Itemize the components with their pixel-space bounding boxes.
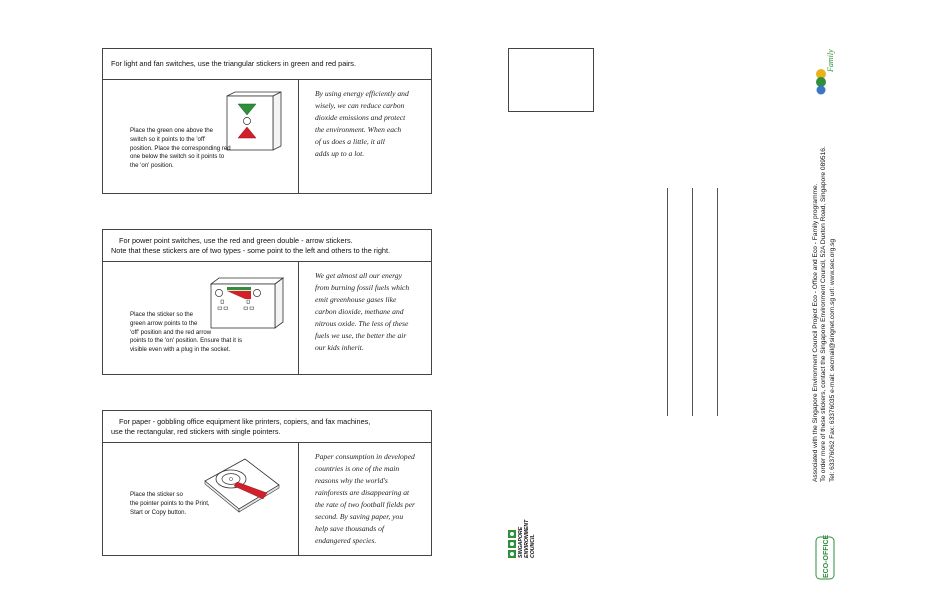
- eco-family-logo: [812, 44, 836, 104]
- socket-switch-left: [215, 289, 222, 296]
- panel-divider: [298, 80, 299, 193]
- address-line-2: [692, 188, 693, 416]
- eco-office-logo: [814, 535, 836, 581]
- instruction-text: Place the sticker so the green arrow points to the 'off' position and the red arrow points to the 'on' position. Ensure that it is visible even with a plug in the socket.: [130, 311, 243, 354]
- sec-logo-line: SINGAPORE: [518, 526, 524, 558]
- panel-divider: [298, 443, 299, 555]
- header-line: use the rectangular, red stickers with single pointers.: [111, 426, 281, 436]
- panel-office-equipment: [102, 410, 432, 556]
- instruction-text: Place the sticker so the pointer points to the Print, Start or Copy button.: [130, 491, 210, 516]
- sec-logo-line: COUNCIL: [530, 534, 536, 558]
- quote-text: We get almost all our energy from burning fossil fuels which emit greenhouse gases like carbon dioxide, methane and nitrous oxide. The less of these fuels we use, the better the air our kids inherit.: [315, 271, 410, 352]
- quote-text: Paper consumption in developed countries is one of the main reasons why the world's rainforests are disappearing at the rate of two football fields per second. By saving paper, you help save thousands of endangered species.: [315, 452, 415, 545]
- panel-power-point-switches: [102, 229, 432, 375]
- eco-family-text: Family: [826, 49, 835, 72]
- green-arrow-sticker: [227, 287, 251, 290]
- header-line: For paper - gobbling office equipment like printers, copiers, and fax machines,: [119, 417, 371, 426]
- address-line-3: [717, 188, 718, 416]
- address-line-1: [667, 188, 668, 416]
- panel-light-switches: [102, 48, 432, 194]
- singapore-environment-council-logo: [506, 502, 544, 560]
- panel-header: [103, 411, 431, 443]
- instruction-text: Place the green one above the switch so it points to the 'off' position. Place the corresponding red one below the switch so it points to the 'on' position.: [130, 127, 231, 170]
- switch-circle: [243, 117, 250, 124]
- panel-header: [103, 49, 431, 80]
- header-line: Note that these stickers are of two types - some point to the left and others to the right.: [111, 245, 391, 255]
- panel-divider: [298, 262, 299, 374]
- eco-office-text: ECO-OFFICE: [823, 535, 830, 578]
- stamp-box: [508, 48, 594, 112]
- header-line: For light and fan switches, use the triangular stickers in green and red pairs.: [111, 59, 356, 69]
- sec-logo-line: ENVIRONMENT: [524, 519, 530, 558]
- header-line: For power point switches, use the red and green double - arrow stickers.: [119, 236, 353, 245]
- contact-address-block: Associated with the Singapore Environment Council Project Eco - Office and Eco - Family programme. To order more of these stickers, contact the Singapore Environment Council, 52A Duxton Road, Singapore 089516. Tel: 63376062 Fax: 63376035 e-mail: secmail@singnet.com.sg url: www.sec.org.sg: [812, 146, 836, 482]
- socket-switch-right: [253, 289, 260, 296]
- panel-header: [103, 230, 431, 262]
- quote-text: By using energy efficiently and wisely, we can reduce carbon dioxide emissions and protect the environment. When each of us does a little, it all adds up to a lot.: [315, 89, 409, 158]
